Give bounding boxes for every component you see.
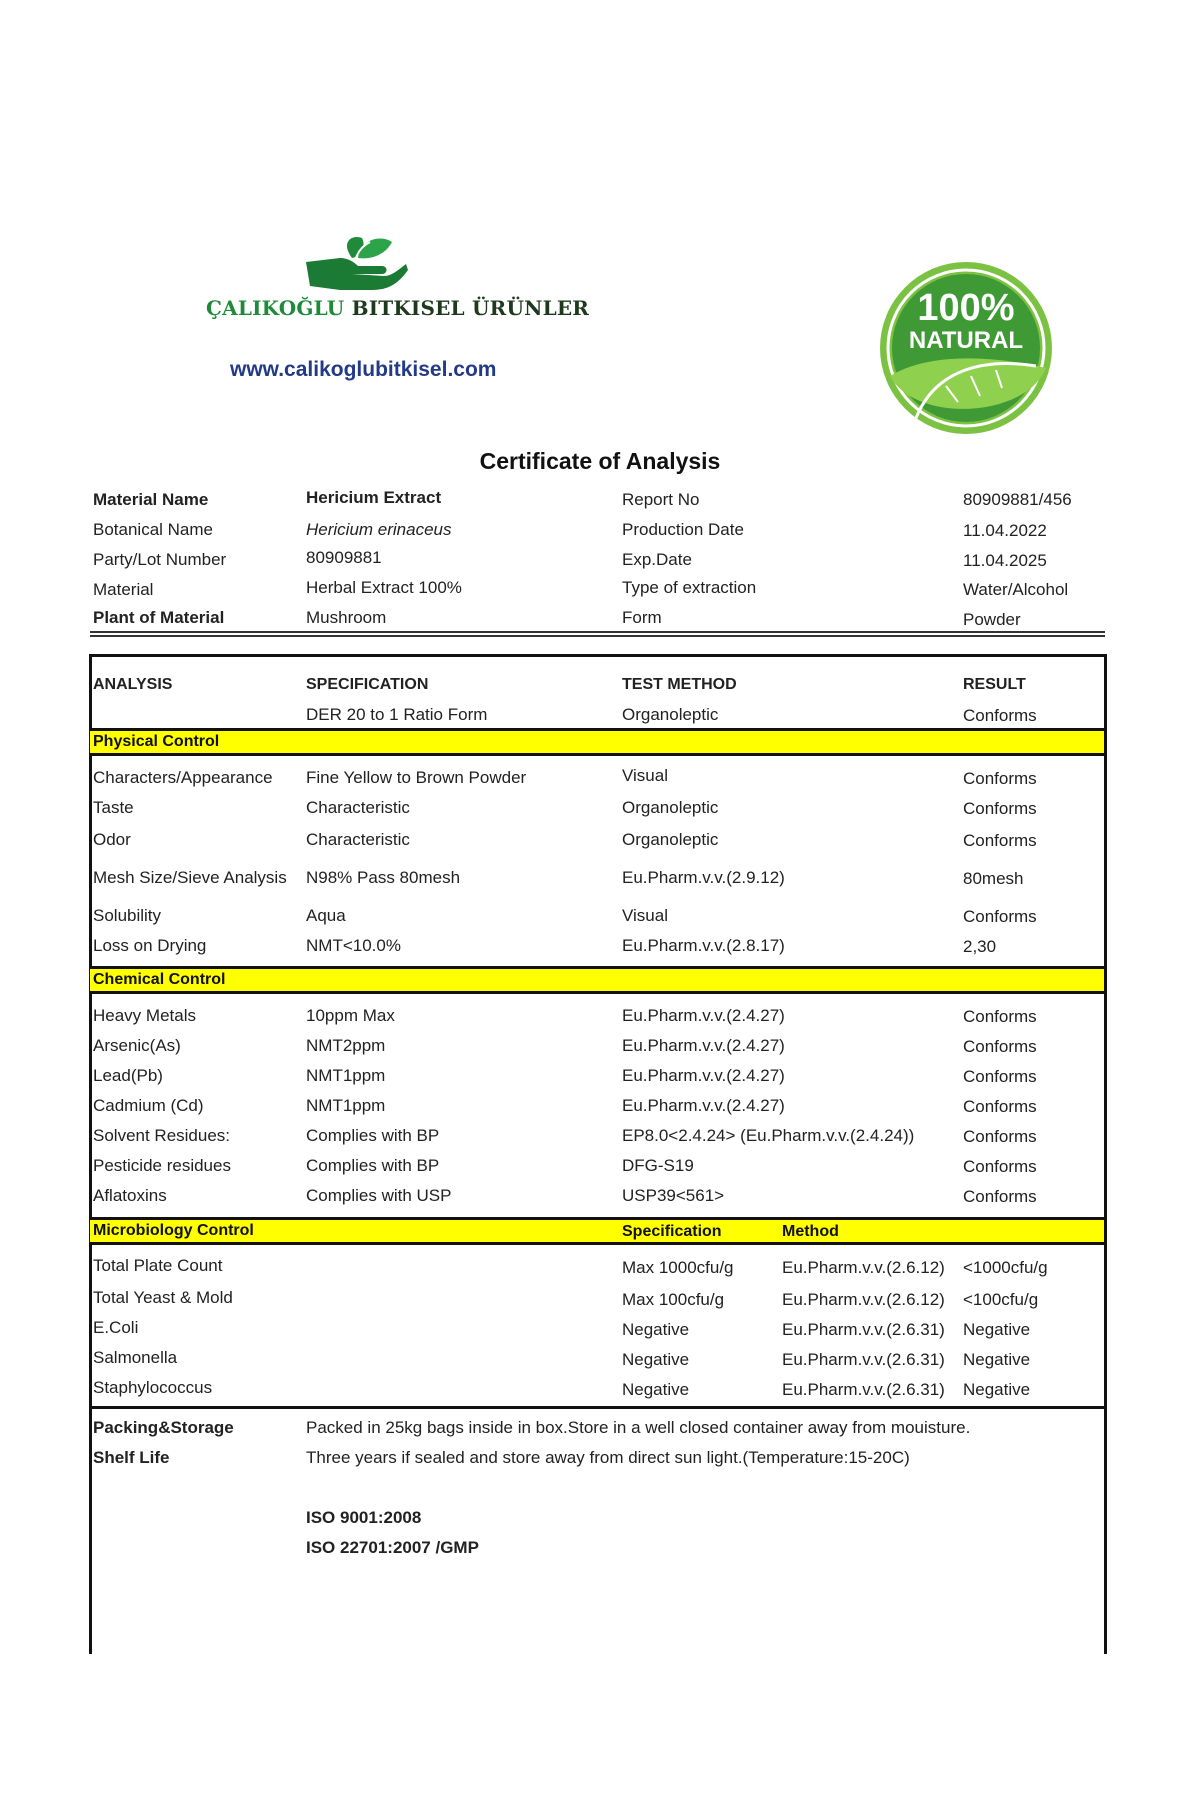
table-row-method: Eu.Pharm.v.v.(2.4.27) [622,1036,785,1055]
intro-spec: DER 20 to 1 Ratio Form [306,705,488,724]
header-analysis: ANALYSIS [93,676,173,693]
table-row-spec: Fine Yellow to Brown Powder [306,768,527,787]
table-row-result: Negative [963,1350,1031,1369]
table-row-result: Conforms [963,1157,1037,1176]
physical-control-title: Physical Control [93,733,220,750]
table-row-spec: Complies with USP [306,1186,452,1205]
table-row-spec: NMT<10.0% [306,936,401,955]
info-label-lot-number: Party/Lot Number [93,550,227,569]
table-row-result: Conforms [963,769,1037,788]
info-divider [90,631,1105,637]
info-label-production-date: Production Date [622,520,744,539]
document-title: Certificate of Analysis [479,448,721,474]
table-row-result: Conforms [963,831,1037,850]
table-row-result: Conforms [963,1187,1037,1206]
table-row-result: Conforms [963,1037,1037,1056]
table-row-method: Eu.Pharm.v.v.(2.6.12) [782,1290,945,1309]
table-row-label: Staphylococcus [93,1378,213,1397]
info-value-extraction-type: Water/Alcohol [963,580,1069,599]
chemical-control-title: Chemical Control [93,971,226,988]
table-row-label: Salmonella [93,1348,178,1367]
table-row-spec: Negative [622,1320,690,1339]
table-row-result: Conforms [963,1067,1037,1086]
packing-label: Packing&Storage [93,1418,234,1437]
header-test-method: TEST METHOD [622,676,737,693]
table-row-result: Conforms [963,799,1037,818]
table-divider [90,1406,1105,1409]
company-name-part2: BITKISEL [351,296,465,320]
info-value-report-no: 80909881/456 [963,490,1072,509]
table-row-result: <1000cfu/g [963,1258,1048,1277]
info-value-exp-date: 11.04.2025 [963,551,1047,570]
packing-text: Packed in 25kg bags inside in box.Store in a well closed container away from mouisture. [306,1418,971,1437]
table-row-label: Solubility [93,906,162,925]
header-result: RESULT [963,676,1026,693]
info-label-plant: Plant of Material [93,608,225,627]
table-row-label: Mesh Size/Sieve Analysis [93,868,287,887]
table-row-spec: Complies with BP [306,1156,440,1175]
table-row-result: Conforms [963,1097,1037,1116]
info-label-exp-date: Exp.Date [622,550,692,569]
table-row-method: Eu.Pharm.v.v.(2.9.12) [622,868,785,887]
table-row-result: <100cfu/g [963,1290,1039,1309]
table-row-label: E.Coli [93,1318,139,1337]
info-value-form: Powder [963,610,1021,629]
table-row-method: Visual [622,906,668,925]
table-row-method: Eu.Pharm.v.v.(2.6.12) [782,1258,945,1277]
info-value-botanical-name: Hericium erinaceus [306,520,452,539]
table-row-label: Aflatoxins [93,1186,167,1205]
table-row-method: Eu.Pharm.v.v.(2.6.31) [782,1380,945,1399]
company-name-part1: ÇALIKOĞLU [206,296,345,320]
info-value-material: Herbal Extract 100% [306,578,462,597]
table-row-label: Odor [93,830,131,849]
table-row-label: Total Yeast & Mold [93,1288,233,1307]
table-row-label: Total Plate Count [93,1256,223,1275]
table-row-label: Lead(Pb) [93,1066,163,1085]
table-row-spec: Aqua [306,906,346,925]
table-row-result: 2,30 [963,937,997,956]
shelf-life-label: Shelf Life [93,1448,170,1467]
table-row-label: Loss on Drying [93,936,207,955]
chemical-control-band [90,966,1104,994]
info-value-plant: Mushroom [306,608,387,627]
table-row-method: Eu.Pharm.v.v.(2.4.27) [622,1066,785,1085]
table-row-method: DFG-S19 [622,1156,694,1175]
table-row-spec: Characteristic [306,830,410,849]
company-name [206,296,589,320]
natural-seal-icon [876,258,1056,438]
company-logo-icon [300,228,410,298]
table-row-spec: NMT2ppm [306,1036,386,1055]
intro-method: Organoleptic [622,705,719,724]
info-label-extraction-type: Type of extraction [622,578,757,597]
table-row-label: Pesticide residues [93,1156,231,1175]
company-website-link[interactable]: www.calikoglubitkisel.com [230,358,497,381]
table-row-result: Conforms [963,1007,1037,1026]
table-row-label: Cadmium (Cd) [93,1096,204,1115]
table-row-spec: 10ppm Max [306,1006,395,1025]
table-row-result: 80mesh [963,869,1024,888]
table-row-spec: NMT1ppm [306,1066,386,1085]
table-row-label: Characters/Appearance [93,768,273,787]
table-row-method: Eu.Pharm.v.v.(2.6.31) [782,1350,945,1369]
info-label-report-no: Report No [622,490,700,509]
table-row-method: Organoleptic [622,830,719,849]
microbiology-control-title: Microbiology Control [93,1222,254,1239]
info-label-form: Form [622,608,662,627]
info-label-material-name: Material Name [93,490,209,509]
info-label-material: Material [93,580,154,599]
micro-spec-header: Specification [622,1223,722,1240]
table-row-label: Heavy Metals [93,1006,196,1025]
table-row-spec: Max 100cfu/g [622,1290,725,1309]
table-row-spec: Negative [622,1380,690,1399]
info-value-lot-number: 80909881 [306,548,382,567]
info-value-production-date: 11.04.2022 [963,521,1047,540]
table-row-spec: N98% Pass 80mesh [306,868,461,887]
physical-control-band [90,728,1104,756]
table-row-spec: NMT1ppm [306,1096,386,1115]
table-row-method: Organoleptic [622,798,719,817]
analysis-table [89,654,1107,1654]
iso-22701-cert: ISO 22701:2007 /GMP [306,1538,479,1557]
table-row-method: Eu.Pharm.v.v.(2.4.27) [622,1096,785,1115]
micro-method-header: Method [782,1223,839,1240]
table-row-result: Negative [963,1380,1031,1399]
table-row-label: Arsenic(As) [93,1036,181,1055]
table-row-label: Solvent Residues: [93,1126,231,1145]
table-row-method: Eu.Pharm.v.v.(2.8.17) [622,936,785,955]
table-row-method: USP39<561> [622,1186,725,1205]
iso-9001-cert: ISO 9001:2008 [306,1508,422,1527]
table-row-label: Taste [93,798,134,817]
seal-percent-text: 100% [917,287,1015,329]
table-row-result: Conforms [963,907,1037,926]
table-row-spec: Negative [622,1350,690,1369]
table-row-method: Eu.Pharm.v.v.(2.6.31) [782,1320,945,1339]
company-name-part3: ÜRÜNLER [472,296,590,320]
table-row-spec: Max 1000cfu/g [622,1258,734,1277]
table-row-spec: Characteristic [306,798,410,817]
seal-natural-text: NATURAL [908,327,1024,354]
table-row-result: Negative [963,1320,1031,1339]
table-row-method: EP8.0<2.4.24> (Eu.Pharm.v.v.(2.4.24)) [622,1126,915,1145]
table-row-method: Eu.Pharm.v.v.(2.4.27) [622,1006,785,1025]
table-row-result: Conforms [963,1127,1037,1146]
intro-result: Conforms [963,706,1037,725]
table-row-method: Visual [622,766,668,785]
header-specification: SPECIFICATION [306,676,429,693]
table-row-spec: Complies with BP [306,1126,440,1145]
shelf-life-text: Three years if sealed and store away from direct sun light.(Temperature:15-20C) [306,1448,910,1467]
info-label-botanical-name: Botanical Name [93,520,214,539]
info-value-material-name: Hericium Extract [306,488,442,507]
